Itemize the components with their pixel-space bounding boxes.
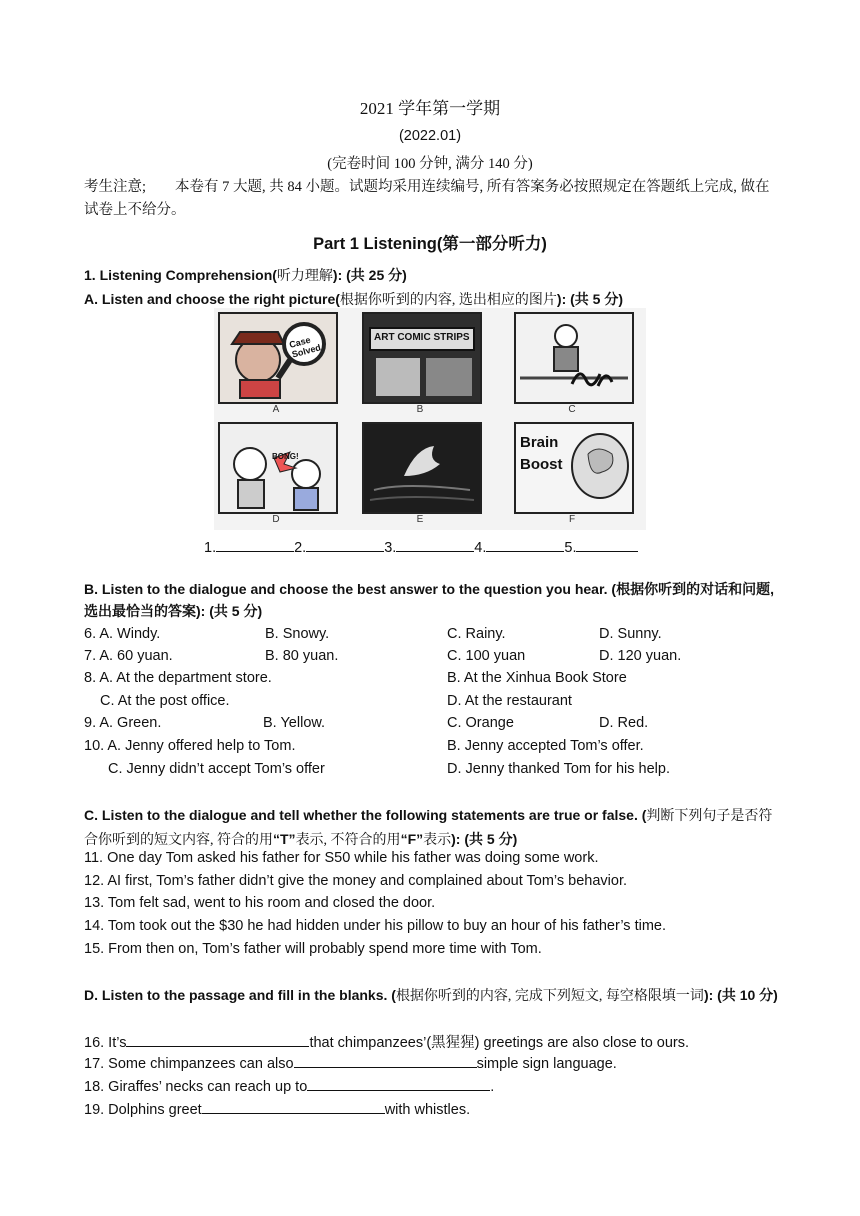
exam-date: (2022.01) — [398, 128, 462, 144]
exam-time-info: (完卷时间 100 分钟, 满分 140 分) — [327, 156, 533, 172]
answer-blanks — [204, 537, 638, 556]
sectionA-score: ): (共 5 分) — [556, 291, 624, 307]
picture-d-text: BONG! — [272, 452, 299, 461]
blank-5[interactable] — [576, 537, 638, 552]
sectionC-t-mark: “T” — [273, 831, 296, 847]
fill-19-blank[interactable] — [202, 1099, 385, 1114]
blank-3[interactable] — [396, 537, 474, 552]
statement-12: 12. AI first, Tom’s father didn’t give the money and complained about Tom’s behavior. — [84, 873, 627, 889]
part1-heading — [0, 230, 860, 254]
fill-17-post: simple sign language. — [476, 1056, 617, 1072]
fill-item-16 — [84, 1031, 689, 1052]
q6-option-c[interactable]: C. Rainy. — [447, 626, 506, 642]
q6-option-d[interactable]: D. Sunny. — [599, 626, 662, 642]
picture-a-text: Case Solved — [288, 334, 322, 360]
q10-option-a[interactable]: 10. A. Jenny offered help to Tom. — [84, 738, 296, 754]
q10-option-c[interactable]: C. Jenny didn’t accept Tom’s offer — [108, 761, 325, 777]
statement-14: 14. Tom took out the $30 he had hidden under his pillow to buy an hour of his father’s time. — [84, 918, 666, 934]
statement-11: 11. One day Tom asked his father for S50 while his father was doing some work. — [84, 850, 599, 866]
blank-2-label: 2. — [294, 540, 307, 556]
fill-item-17 — [84, 1053, 617, 1072]
q8-option-a[interactable]: 8. A. At the department store. — [84, 670, 272, 686]
sectionC-f-mark: “F” — [400, 831, 424, 847]
detective-case-solved-icon — [218, 312, 338, 404]
sectionD-score: ): (共 10 分) — [703, 987, 778, 1003]
picture-d-label: D — [272, 514, 280, 525]
fill-item-19 — [84, 1099, 470, 1118]
sectionD-heading-en: D. Listen to the passage and fill in the blanks. ( — [84, 987, 396, 1003]
q9-option-d[interactable]: D. Red. — [599, 715, 649, 731]
q7-option-c[interactable]: C. 100 yuan — [447, 648, 526, 664]
sectionA-cn: 根据你听到的内容, 选出相应的图片 — [339, 293, 557, 308]
statement-13: 13. Tom felt sad, went to his room and closed the door. — [84, 895, 436, 911]
section1-score: ): (共 25 分) — [332, 267, 407, 283]
fill-16-pre: 16. It’s — [84, 1035, 127, 1051]
blank-1-label: 1. — [204, 540, 217, 556]
sectionC-mid-cn: 表示, 不符合的用 — [295, 833, 401, 848]
picture-e-label: E — [416, 514, 424, 525]
blank-4-label: 4. — [474, 540, 487, 556]
q7-option-d[interactable]: D. 120 yuan. — [599, 648, 682, 664]
q6-option-b[interactable]: B. Snowy. — [265, 626, 330, 642]
sectionC-heading — [84, 804, 779, 852]
part1-title-end: ) — [541, 235, 547, 253]
picture-b-text: ART COMIC STRIPS — [374, 332, 470, 343]
sectionB-heading: B. Listen to the dialogue and choose the best answer to the question you hear. (根据你听到的对话和问题, 选出最恰当的答案): (共 5 分) — [84, 581, 774, 619]
q8-option-d[interactable]: D. At the restaurant — [447, 693, 572, 709]
fill-17-pre: 17. Some chimpanzees can also — [84, 1056, 294, 1072]
exam-notice: 考生注意; 本卷有 7 大题, 共 84 小题。试题均采用连续编号, 所有答案务必按照规定在答题纸上完成, 做在试卷上不给分。 — [84, 179, 770, 218]
fill-18-blank[interactable] — [307, 1076, 490, 1091]
fill-19-post: with whistles. — [384, 1102, 471, 1118]
q6-option-a[interactable]: 6. A. Windy. — [84, 626, 161, 642]
picture-f-text: Brain Boost — [520, 434, 563, 473]
picture-c-label: C — [568, 404, 576, 415]
picture-grid — [214, 308, 646, 530]
sectionC-heading-en: C. Listen to the dialogue and tell whether the following statements are true or false. ( — [84, 807, 647, 823]
comic-strips-book-icon — [362, 312, 482, 404]
q10-option-d[interactable]: D. Jenny thanked Tom for his help. — [447, 761, 670, 777]
cartoon-people-icon — [218, 422, 338, 514]
sectionA-heading — [84, 289, 623, 309]
q9-option-c[interactable]: C. Orange — [447, 715, 514, 731]
blank-3-label: 3. — [384, 540, 397, 556]
sectionC-end-cn: 表示 — [423, 833, 452, 848]
part1-title-cn: 第一部分听力 — [442, 234, 542, 253]
sectionA-en: A. Listen and choose the right picture( — [84, 291, 340, 307]
brain-boost-icon — [514, 422, 634, 514]
q8-option-c[interactable]: C. At the post office. — [100, 693, 230, 709]
snake-charmer-icon — [514, 312, 634, 404]
fill-18-post: . — [490, 1079, 495, 1095]
picture-a-label: A — [272, 404, 280, 415]
exam-title: 2021 学年第一学期 — [359, 99, 501, 118]
fill-16-blank[interactable] — [126, 1032, 309, 1047]
fill-item-18 — [84, 1076, 494, 1095]
sectionC-heading-cn: 判断下列句子是否符合你听到的短文内容, 符合的用 — [84, 809, 773, 848]
fill-18-pre: 18. Giraffes’ necks can reach up to — [84, 1079, 308, 1095]
q7-option-a[interactable]: 7. A. 60 yuan. — [84, 648, 173, 664]
blank-4[interactable] — [486, 537, 564, 552]
blank-2[interactable] — [306, 537, 384, 552]
fill-16-post: that chimpanzees’(黑猩猩) greetings are also close to ours. — [309, 1035, 690, 1051]
q7-option-b[interactable]: B. 80 yuan. — [265, 648, 339, 664]
part1-title-en: Part 1 Listening( — [313, 235, 443, 253]
fill-19-pre: 19. Dolphins greet — [84, 1102, 202, 1118]
seagull-water-icon — [362, 422, 482, 514]
q8-option-b[interactable]: B. At the Xinhua Book Store — [447, 670, 627, 686]
sectionC-score: ): (共 5 分) — [451, 831, 518, 847]
q10-option-b[interactable]: B. Jenny accepted Tom’s offer. — [447, 738, 644, 754]
picture-b-label: B — [416, 404, 424, 415]
section1-en: 1. Listening Comprehension( — [84, 267, 277, 283]
picture-f-label: F — [568, 514, 576, 525]
blank-5-label: 5. — [564, 540, 577, 556]
q9-option-a[interactable]: 9. A. Green. — [84, 715, 162, 731]
section1-cn: 听力理解 — [276, 269, 333, 284]
section1-heading — [84, 265, 407, 285]
sectionD-heading — [84, 984, 779, 1008]
statement-15: 15. From then on, Tom’s father will probably spend more time with Tom. — [84, 941, 542, 957]
q9-option-b[interactable]: B. Yellow. — [263, 715, 326, 731]
sectionD-heading-cn: 根据你听到的内容, 完成下列短文, 每空格限填一词 — [395, 989, 704, 1004]
blank-1[interactable] — [216, 537, 294, 552]
fill-17-blank[interactable] — [294, 1053, 477, 1068]
